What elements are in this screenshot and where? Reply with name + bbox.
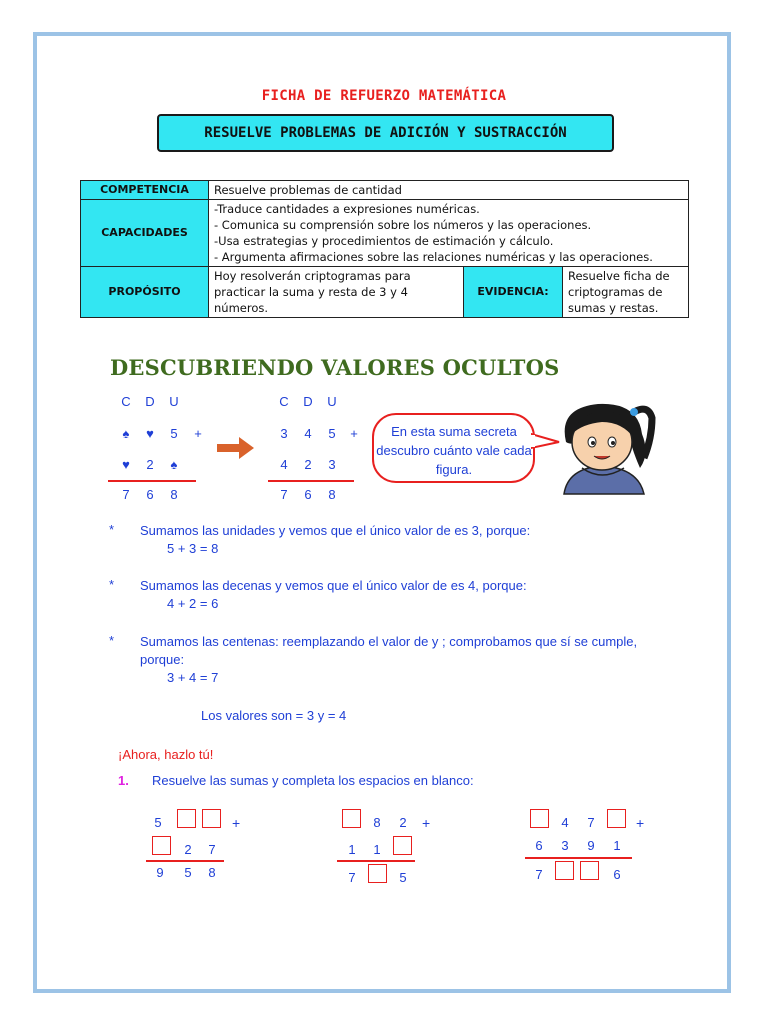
explanation-text: Sumamos las unidades y vemos que el único valor de es 3, porque: — [140, 523, 531, 538]
answer-box[interactable] — [393, 836, 412, 855]
digit: 2 — [184, 842, 192, 857]
plus-sign: + — [422, 815, 431, 831]
digit: 7 — [348, 870, 356, 885]
evidencia-value: Resuelve ficha de criptogramas de sumas y restas. — [563, 267, 689, 318]
digit: 6 — [535, 838, 543, 853]
answer-box[interactable] — [530, 809, 549, 828]
digit: 2 — [304, 457, 312, 472]
explanation-text: Sumamos las centenas: reemplazando el valor de y ; comprobamos que sí se cumple, porque: — [140, 634, 638, 667]
digit: 2 — [399, 815, 407, 830]
page-title: FICHA DE REFUERZO MATEMÁTICA — [261, 88, 507, 104]
plus-sign: + — [194, 426, 202, 441]
plus-sign: + — [636, 815, 645, 831]
digit: 3 — [280, 426, 288, 441]
table-row — [81, 200, 689, 267]
evidencia-label: EVIDENCIA: — [464, 267, 563, 318]
digit: 7 — [587, 815, 595, 830]
header-u: U — [327, 394, 337, 409]
answer-box[interactable] — [177, 809, 196, 828]
answer-box[interactable] — [580, 861, 599, 880]
girl-illustration-icon — [552, 398, 656, 498]
answer-box[interactable] — [202, 809, 221, 828]
digit: 8 — [373, 815, 381, 830]
sum-line — [268, 480, 354, 482]
digit: 5 — [328, 426, 336, 441]
digit: 5 — [399, 870, 407, 885]
digit: 5 — [170, 426, 178, 441]
explanation-calc: 3 + 4 = 7 — [167, 670, 219, 685]
digit: 4 — [280, 457, 288, 472]
competencia-label: COMPETENCIA — [81, 181, 209, 200]
digit: 6 — [613, 867, 621, 882]
digit: 6 — [304, 487, 312, 502]
digit: 8 — [208, 865, 216, 880]
proposito-value: Hoy resolverán criptogramas para practicar la suma y resta de 3 y 4 números. — [209, 267, 464, 318]
digit: 3 — [561, 838, 569, 853]
bullet-star: * — [109, 633, 115, 648]
header-d: D — [303, 394, 313, 409]
header-c: C — [121, 394, 131, 409]
digit: 5 — [184, 865, 192, 880]
list-item: - Argumenta afirmaciones sobre las relaciones numéricas y las operaciones. — [214, 250, 653, 264]
spade-symbol: ♠ — [122, 426, 130, 441]
explanation-text: Sumamos las decenas y vemos que el único valor de es 4, porque: — [140, 578, 527, 593]
sum-line — [337, 860, 415, 862]
proposito-label: PROPÓSITO — [81, 267, 209, 318]
header-u: U — [169, 394, 179, 409]
list-item: -Traduce cantidades a expresiones numéricas. — [214, 202, 480, 216]
sum-line — [525, 857, 632, 859]
explanation-calc: 5 + 3 = 8 — [167, 541, 219, 556]
subtitle-text: RESUELVE PROBLEMAS DE ADICIÓN Y SUSTRACCIÓN — [204, 125, 567, 141]
bubble-text: En esta suma secreta descubro cuánto vale cada figura. — [376, 424, 532, 477]
digit: 4 — [561, 815, 569, 830]
answer-box[interactable] — [555, 861, 574, 880]
digit: 3 — [328, 457, 336, 472]
bullet-star: * — [109, 577, 115, 592]
info-table — [80, 180, 689, 318]
list-item: -Usa estrategias y procedimientos de estimación y cálculo. — [214, 234, 554, 248]
exercise-number: 1. — [118, 773, 129, 788]
digit: 7 — [280, 487, 288, 502]
digit: 9 — [156, 865, 164, 880]
digit: 7 — [208, 842, 216, 857]
spade-symbol: ♠ — [170, 457, 178, 472]
digit: 5 — [154, 815, 162, 830]
capacidades-list — [209, 200, 689, 267]
header-d: D — [145, 394, 155, 409]
digit: 2 — [146, 457, 154, 472]
answer-box[interactable] — [342, 809, 361, 828]
digit: 6 — [146, 487, 154, 502]
competencia-value: Resuelve problemas de cantidad — [209, 181, 689, 200]
table-row — [81, 267, 689, 318]
digit: 7 — [122, 487, 130, 502]
arrow-right-icon — [217, 437, 255, 459]
digit: 9 — [587, 838, 595, 853]
list-item: - Comunica su comprensión sobre los números y las operaciones. — [214, 218, 592, 232]
values-line: Los valores son = 3 y = 4 — [201, 708, 347, 723]
plus-sign: + — [350, 426, 358, 441]
heart-symbol: ♥ — [146, 426, 154, 441]
answer-box[interactable] — [152, 836, 171, 855]
section-title: DESCUBRIENDO VALORES OCULTOS — [110, 355, 560, 380]
digit: 1 — [348, 842, 356, 857]
digit: 4 — [304, 426, 312, 441]
subtitle-box — [157, 114, 614, 152]
capacidades-label: CAPACIDADES — [81, 200, 209, 267]
now-you-text: ¡Ahora, hazlo tú! — [118, 747, 214, 762]
digit: 1 — [613, 838, 621, 853]
heart-symbol: ♥ — [122, 457, 130, 472]
sum-line — [146, 860, 224, 862]
digit: 7 — [535, 867, 543, 882]
sum-line — [108, 480, 196, 482]
bullet-star: * — [109, 522, 115, 537]
digit: 1 — [373, 842, 381, 857]
table-row — [81, 181, 689, 200]
answer-box[interactable] — [607, 809, 626, 828]
digit: 8 — [328, 487, 336, 502]
answer-box[interactable] — [368, 864, 387, 883]
explanation-calc: 4 + 2 = 6 — [167, 596, 219, 611]
digit: 8 — [170, 487, 178, 502]
header-c: C — [279, 394, 289, 409]
exercise-instruction: Resuelve las sumas y completa los espacios en blanco: — [152, 773, 474, 788]
plus-sign: + — [232, 815, 241, 831]
